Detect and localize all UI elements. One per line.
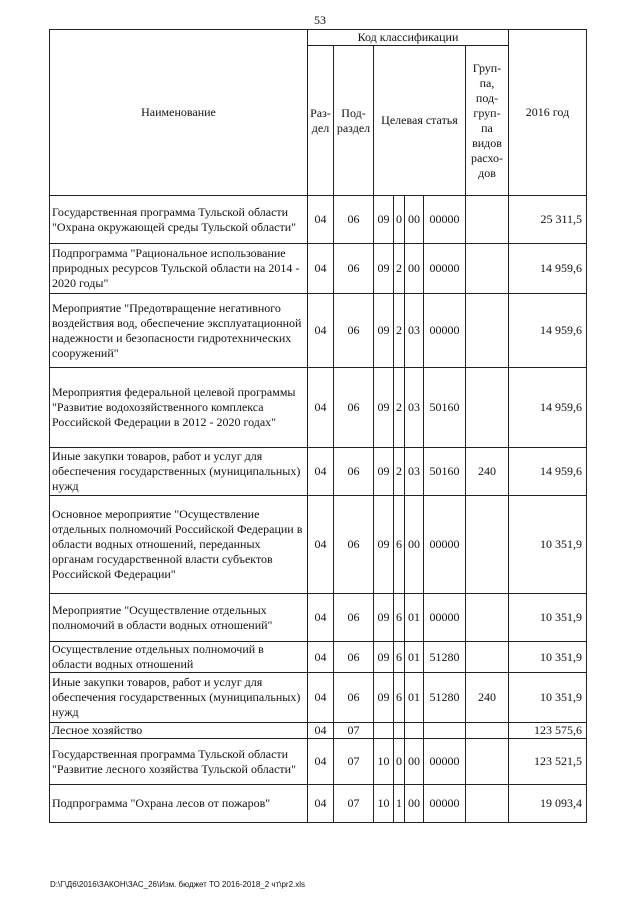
row-target-program: 09	[374, 196, 394, 244]
row-target-event: 01	[405, 673, 424, 723]
row-expense-group	[466, 368, 509, 448]
row-name: Государственная программа Тульской области "Охрана окружающей среды Тульской области"	[50, 196, 308, 244]
row-target-direction: 50160	[424, 368, 466, 448]
row-name: Государственная программа Тульской области "Развитие лесного хозяйства Тульской области"	[50, 739, 308, 785]
row-target-subprogram	[394, 723, 405, 739]
table-row	[50, 448, 587, 496]
row-target-event: 00	[405, 785, 424, 823]
header-subsection: Под-раздел	[334, 46, 374, 196]
row-target-direction: 00000	[424, 496, 466, 594]
table-row	[50, 642, 587, 673]
table-row	[50, 196, 587, 244]
table-row	[50, 594, 587, 642]
row-section: 04	[308, 785, 334, 823]
row-section: 04	[308, 723, 334, 739]
row-target-subprogram: 6	[394, 642, 405, 673]
row-target-event: 03	[405, 448, 424, 496]
row-name: Мероприятие "Предотвращение негативного воздействия вод, обеспечение эксплуатационной надежности и безопасности гидротехнических сооружений"	[50, 294, 308, 368]
table-body	[50, 196, 587, 823]
row-section: 04	[308, 673, 334, 723]
header-name: Наименование	[50, 30, 308, 196]
row-target-subprogram: 2	[394, 294, 405, 368]
row-amount: 25 311,5	[509, 196, 587, 244]
row-target-direction: 00000	[424, 739, 466, 785]
row-subsection: 06	[334, 244, 374, 294]
row-target-direction: 00000	[424, 785, 466, 823]
row-target-direction	[424, 723, 466, 739]
row-target-subprogram: 6	[394, 673, 405, 723]
row-expense-group	[466, 294, 509, 368]
header-classification: Код классификации	[308, 30, 509, 46]
header-year: 2016 год	[509, 30, 587, 196]
row-target-program: 09	[374, 496, 394, 594]
row-target-subprogram: 0	[394, 196, 405, 244]
row-subsection: 06	[334, 673, 374, 723]
row-target-program	[374, 723, 394, 739]
row-name: Подпрограмма "Охрана лесов от пожаров"	[50, 785, 308, 823]
row-subsection: 06	[334, 594, 374, 642]
row-target-event: 00	[405, 739, 424, 785]
row-expense-group	[466, 496, 509, 594]
row-section: 04	[308, 496, 334, 594]
row-subsection: 07	[334, 739, 374, 785]
row-target-subprogram: 6	[394, 496, 405, 594]
row-target-subprogram: 0	[394, 739, 405, 785]
table-row	[50, 294, 587, 368]
row-name: Лесное хозяйство	[50, 723, 308, 739]
row-target-program: 09	[374, 642, 394, 673]
row-section: 04	[308, 196, 334, 244]
row-target-direction: 00000	[424, 196, 466, 244]
row-expense-group	[466, 244, 509, 294]
table-row	[50, 739, 587, 785]
row-section: 04	[308, 594, 334, 642]
row-amount: 123 521,5	[509, 739, 587, 785]
row-amount: 123 575,6	[509, 723, 587, 739]
table-row	[50, 723, 587, 739]
row-target-subprogram: 2	[394, 244, 405, 294]
row-target-program: 09	[374, 673, 394, 723]
table-row	[50, 368, 587, 448]
row-amount: 10 351,9	[509, 496, 587, 594]
row-target-event	[405, 723, 424, 739]
row-target-event: 03	[405, 294, 424, 368]
row-target-event: 00	[405, 196, 424, 244]
row-name: Иные закупки товаров, работ и услуг для обеспечения государственных (муниципальных) нужд	[50, 673, 308, 723]
table-row	[50, 673, 587, 723]
row-section: 04	[308, 739, 334, 785]
row-expense-group	[466, 739, 509, 785]
header-section: Раз-дел	[308, 46, 334, 196]
row-amount: 14 959,6	[509, 368, 587, 448]
row-subsection: 06	[334, 642, 374, 673]
page-number: 53	[314, 13, 326, 27]
header-expense-group: Груп-па, под-груп-па видов расхо-дов	[466, 46, 509, 196]
row-section: 04	[308, 244, 334, 294]
row-target-program: 10	[374, 785, 394, 823]
row-target-direction: 00000	[424, 594, 466, 642]
row-target-event: 03	[405, 368, 424, 448]
header-target-item: Целевая статья	[374, 46, 466, 196]
row-amount: 14 959,6	[509, 244, 587, 294]
row-target-program: 09	[374, 448, 394, 496]
row-name: Подпрограмма "Рациональное использование природных ресурсов Тульской области на 2014 - 2020 годы"	[50, 244, 308, 294]
row-target-direction: 51280	[424, 642, 466, 673]
row-subsection: 06	[334, 496, 374, 594]
row-subsection: 06	[334, 368, 374, 448]
row-name: Осуществление отдельных полномочий в области водных отношений	[50, 642, 308, 673]
row-target-subprogram: 2	[394, 368, 405, 448]
row-amount: 10 351,9	[509, 673, 587, 723]
file-path-footer: D:\Г\Д6\2016\ЗАКОН\ЗАС_26\Изм. бюджет ТО 2016-2018_2 чт\pr2.xls	[50, 880, 306, 889]
row-section: 04	[308, 368, 334, 448]
row-subsection: 07	[334, 723, 374, 739]
row-subsection: 06	[334, 294, 374, 368]
table-row	[50, 785, 587, 823]
row-subsection: 07	[334, 785, 374, 823]
row-expense-group	[466, 723, 509, 739]
row-name: Иные закупки товаров, работ и услуг для обеспечения государственных (муниципальных) нужд	[50, 448, 308, 496]
row-target-program: 09	[374, 368, 394, 448]
row-target-program: 09	[374, 244, 394, 294]
row-target-event: 00	[405, 496, 424, 594]
table-row	[50, 496, 587, 594]
row-target-direction: 00000	[424, 294, 466, 368]
row-target-direction: 50160	[424, 448, 466, 496]
row-target-direction: 51280	[424, 673, 466, 723]
row-name: Мероприятия федеральной целевой программы "Развитие водохозяйственного комплекса Российской Федерации в 2012 - 2020 годах"	[50, 368, 308, 448]
row-name: Основное мероприятие "Осуществление отдельных полномочий Российской Федерации в области водных отношений, переданных органам государственной власти субъектов Российской Федерации"	[50, 496, 308, 594]
row-amount: 19 093,4	[509, 785, 587, 823]
budget-table	[49, 29, 587, 823]
row-subsection: 06	[334, 448, 374, 496]
row-target-program: 10	[374, 739, 394, 785]
row-expense-group	[466, 642, 509, 673]
row-section: 04	[308, 294, 334, 368]
row-target-event: 00	[405, 244, 424, 294]
row-amount: 10 351,9	[509, 642, 587, 673]
row-name: Мероприятие "Осуществление отдельных полномочий в области водных отношений"	[50, 594, 308, 642]
table-row	[50, 244, 587, 294]
row-target-direction: 00000	[424, 244, 466, 294]
row-amount: 14 959,6	[509, 294, 587, 368]
row-target-program: 09	[374, 294, 394, 368]
row-target-event: 01	[405, 642, 424, 673]
row-expense-group	[466, 594, 509, 642]
row-target-subprogram: 2	[394, 448, 405, 496]
row-expense-group	[466, 785, 509, 823]
row-target-subprogram: 6	[394, 594, 405, 642]
row-subsection: 06	[334, 196, 374, 244]
row-expense-group	[466, 196, 509, 244]
row-amount: 10 351,9	[509, 594, 587, 642]
row-section: 04	[308, 642, 334, 673]
row-expense-group: 240	[466, 673, 509, 723]
row-target-program: 09	[374, 594, 394, 642]
row-section: 04	[308, 448, 334, 496]
row-amount: 14 959,6	[509, 448, 587, 496]
row-expense-group: 240	[466, 448, 509, 496]
row-target-subprogram: 1	[394, 785, 405, 823]
row-target-event: 01	[405, 594, 424, 642]
